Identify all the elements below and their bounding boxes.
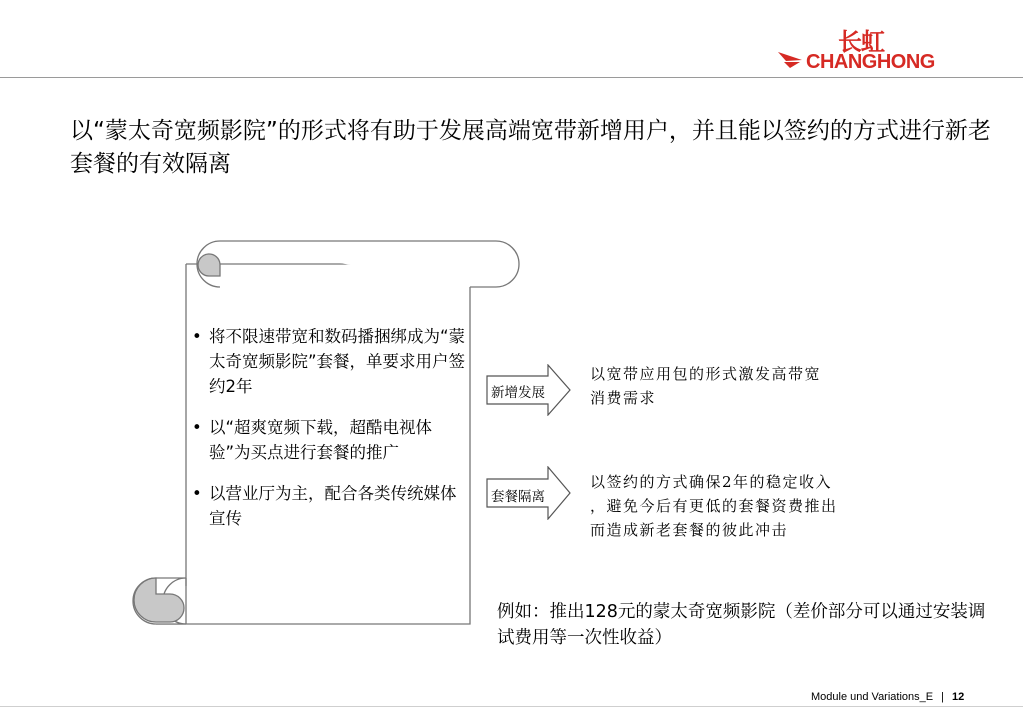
- result-text-new-growth: 以宽带应用包的形式激发高带宽 消费需求: [590, 365, 822, 407]
- changhong-logo: [776, 18, 960, 74]
- page-number: 12: [951, 691, 965, 703]
- footer: [811, 691, 964, 703]
- scroll-bullet-list: [190, 324, 470, 547]
- footer-module: Module und Variations_E: [811, 691, 934, 703]
- logo-english-text: CHANGHONG: [806, 51, 935, 73]
- example-note: 例如：推出128元的蒙太奇宽频影院（差价部分可以通过安装调试费用等一次性收益）: [497, 602, 986, 648]
- bullet-item: • 以营业厅为主，配合各类传统媒体宣传: [190, 481, 470, 531]
- arrow-label-package-isolation: 套餐隔离: [491, 489, 545, 505]
- bullet-item: • 以“超爽宽频下载，超酷电视体验”为买点进行套餐的推广: [190, 415, 470, 465]
- arrow-label-new-growth: 新增发展: [491, 385, 545, 401]
- footer-rule: [0, 706, 1023, 707]
- bullet-item: • 将不限速带宽和数码播捆绑成为“蒙太奇宽频影院”套餐，单要求用户签约2年: [190, 324, 470, 399]
- bird-logo-icon: [776, 48, 806, 70]
- slide-headline: 以“蒙太奇宽频影院”的形式将有助于发展高端宽带新增用户，并且能以签约的方式进行新老套餐的有效隔离: [70, 118, 991, 177]
- result-text-package-isolation: 以签约的方式确保2年的稳定收入 ，避免今后有更低的套餐资费推出 而造成新老套餐的彼此冲击: [590, 473, 838, 539]
- logo-chinese-text: 长虹: [838, 28, 884, 56]
- header-rule: [0, 77, 1023, 78]
- footer-separator: |: [941, 691, 944, 703]
